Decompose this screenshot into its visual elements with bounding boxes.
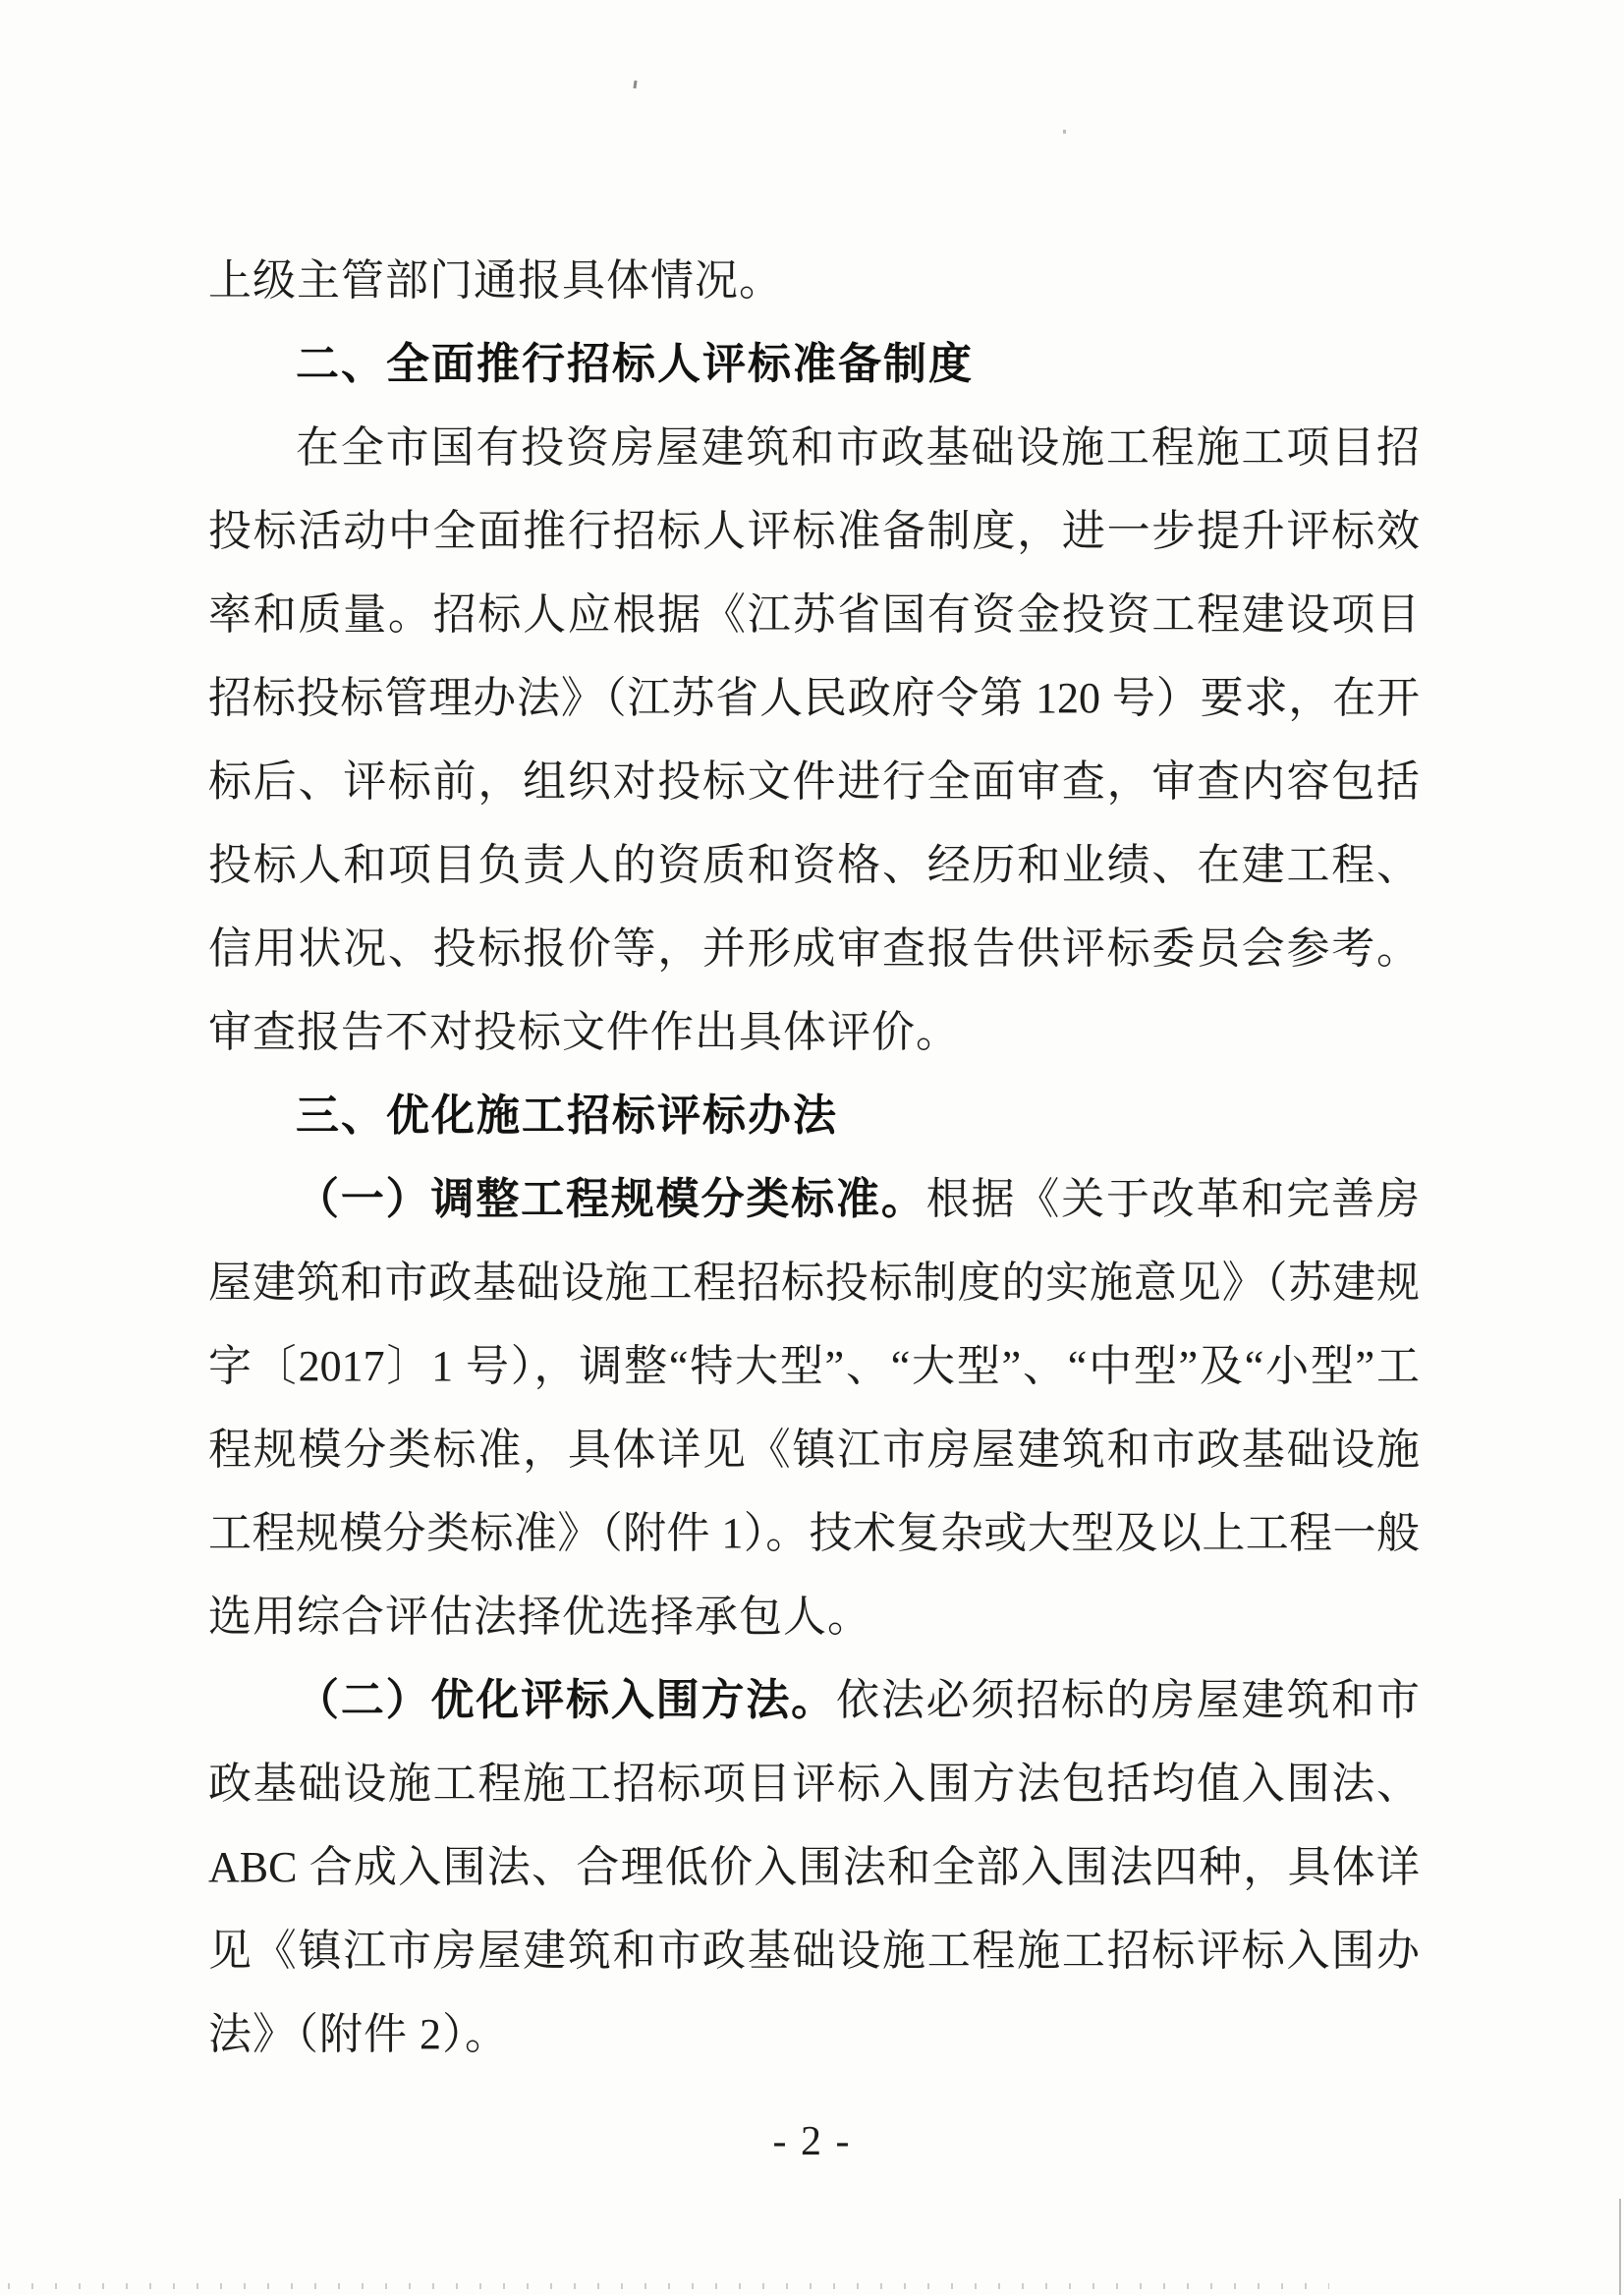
- paragraph-line: 率和质量。招标人应根据《江苏省国有资金投资工程建设项目: [208, 590, 1420, 639]
- paragraph-line: 见《镇江市房屋建筑和市政基础设施工程施工招标评标入围办: [208, 1927, 1420, 1975]
- paragraph-line: 标后、评标前，组织对投标文件进行全面审查，审查内容包括: [208, 757, 1420, 806]
- paragraph-text: 依法必须招标的房屋建筑和市: [836, 1676, 1420, 1724]
- paragraph-line: 程规模分类标准，具体详见《镇江市房屋建筑和市政基础设施: [208, 1426, 1420, 1474]
- paragraph-line: 信用状况、投标报价等，并形成审查报告供评标委员会参考。: [208, 924, 1420, 973]
- paragraph-line: 招标投标管理办法》（江苏省人民政府令第 120 号）要求，在开: [208, 674, 1420, 722]
- paragraph-line: 投标人和项目负责人的资质和资格、经历和业绩、在建工程、: [208, 841, 1420, 889]
- clause-1-title: （一）调整工程规模分类标准。: [296, 1175, 926, 1223]
- paragraph-line: 工程规模分类标准》（附件 1）。技术复杂或大型及以上工程一般: [208, 1509, 1420, 1557]
- paragraph-line: 投标活动中全面推行招标人评标准备制度，进一步提升评标效: [208, 507, 1420, 555]
- paragraph-line: 在全市国有投资房屋建筑和市政基础设施工程施工项目招: [296, 423, 1420, 472]
- paragraph-line: [208, 1157, 1420, 1241]
- paragraph-line: 上级主管部门通报具体情况。: [208, 256, 783, 305]
- paragraph-line: ABC 合成入围法、合理低价入围法和全部入围法四种，具体详: [208, 1843, 1420, 1891]
- page-number: - 2 -: [772, 2119, 852, 2164]
- paragraph-text: 根据《关于改革和完善房: [925, 1175, 1420, 1223]
- paragraph-line: 审查报告不对投标文件作出具体评价。: [208, 1008, 960, 1056]
- scan-edge-marks: [8, 2283, 1329, 2289]
- section-3-heading: 三、优化施工招标评标办法: [296, 1092, 838, 1140]
- scan-speck: [1063, 130, 1066, 134]
- clause-2-title: （二）优化评标入围方法。: [296, 1676, 836, 1724]
- paragraph-line: 政基础设施工程施工招标项目评标入围方法包括均值入围法、: [208, 1760, 1420, 1808]
- paragraph-line: 选用综合评估法择优选择承包人。: [208, 1593, 871, 1641]
- section-2-heading: 二、全面推行招标人评标准备制度: [296, 340, 974, 388]
- scan-edge-line: [1619, 2199, 1621, 2295]
- paragraph-line: 法》（附件 2）。: [208, 2010, 509, 2058]
- paragraph-line: 屋建筑和市政基础设施工程招标投标制度的实施意见》（苏建规: [208, 1259, 1420, 1307]
- paragraph-line: 字〔2017〕1 号），调整“特大型”、“大型”、“中型”及“小型”工: [208, 1342, 1420, 1390]
- scan-speck: [633, 81, 637, 88]
- document-body: [208, 239, 1420, 2076]
- paragraph-line: [208, 1658, 1420, 1742]
